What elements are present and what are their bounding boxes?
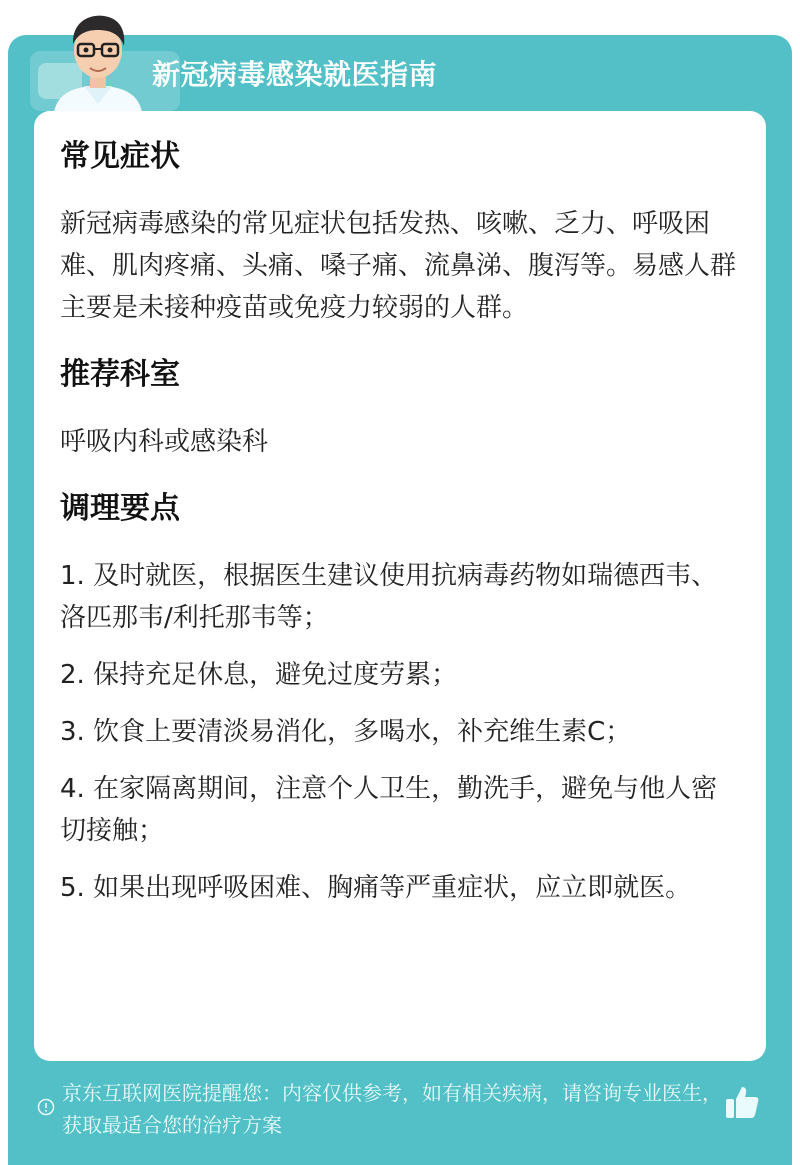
- care-item-2: 2. 保持充足休息，避免过度劳累；: [60, 660, 458, 690]
- care-item-1: 1. 及时就医，根据医生建议使用抗病毒药物如瑞德西韦、洛匹那韦/利托那韦等；: [60, 561, 718, 633]
- info-icon: [37, 1098, 55, 1116]
- care-item-4: 4. 在家隔离期间，注意个人卫生，勤洗手，避免与他人密切接触；: [60, 774, 718, 846]
- symptoms-text: 新冠病毒感染的常见症状包括发热、咳嗽、乏力、呼吸困难、肌肉疼痛、头痛、嗓子痛、流鼻涕、腹泻等。易感人群主要是未接种疫苗或免疫力较弱的人群。: [60, 209, 737, 323]
- page-title: 新冠病毒感染就医指南: [152, 58, 438, 91]
- care-list: [60, 555, 740, 909]
- symptoms-title: 常见症状: [60, 139, 180, 174]
- care-item-3: 3. 饮食上要清淡易消化，多喝水，补充维生素C；: [60, 717, 632, 747]
- content-card: [34, 111, 766, 1061]
- department-text: 呼吸内科或感染科: [60, 427, 269, 457]
- card-content: [60, 137, 740, 924]
- care-title: 调理要点: [60, 491, 180, 526]
- department-title: 推荐科室: [60, 357, 180, 392]
- doctor-avatar-icon: [48, 8, 148, 112]
- thumbs-up-icon[interactable]: [724, 1084, 760, 1120]
- care-item-5: 5. 如果出现呼吸困难、胸痛等严重症状，应立即就医。: [60, 873, 692, 903]
- footer-disclaimer: 京东互联网医院提醒您：内容仅供参考，如有相关疾病，请咨询专业医生，获取最适合您的治疗方案: [62, 1081, 722, 1137]
